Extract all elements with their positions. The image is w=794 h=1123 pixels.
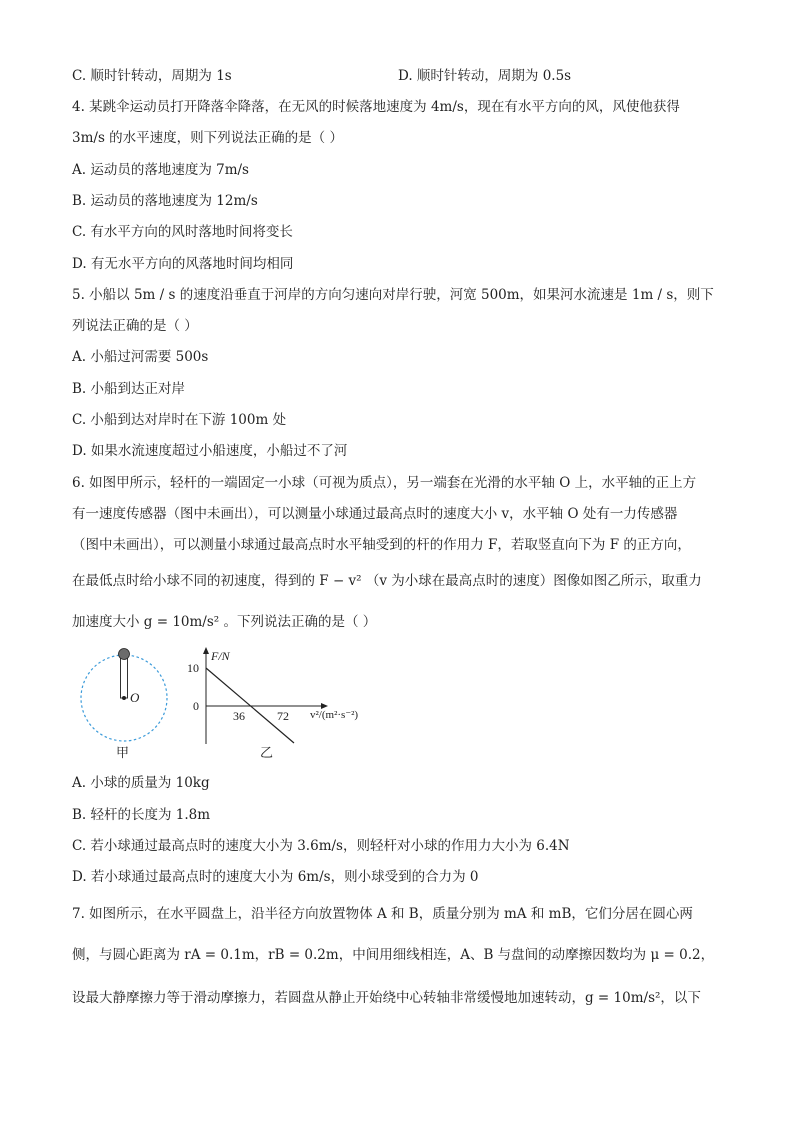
q3-option-c: C. 顺时针转动，周期为 1s xyxy=(72,68,232,84)
q7-stem-line-3: 设最大静摩擦力等于滑动摩擦力，若圆盘从静止开始绕中心转轴非常缓慢地加速转动，g = 10m/s²，以下 xyxy=(72,990,701,1006)
q5-option-c: C. 小船到达对岸时在下游 100m 处 xyxy=(72,412,287,428)
q4-option-b: B. 运动员的落地速度为 12m/s xyxy=(72,193,258,209)
y-axis-arrow xyxy=(203,647,209,654)
q5-option-d: D. 如果水流速度超过小船速度，小船过不了河 xyxy=(72,443,348,459)
q4-stem-line-2: 3m/s 的水平速度，则下列说法正确的是（ ） xyxy=(72,130,343,146)
q6-stem-line-5: 加速度大小 g = 10m/s² 。下列说法正确的是（ ） xyxy=(72,614,377,630)
q7-stem-line-2: 侧，与圆心距离为 rA = 0.1m，rB = 0.2m，中间用细线相连，A、B 与盘间的动摩擦因数均为 μ = 0.2， xyxy=(72,947,715,963)
q4-stem-line-1: 4. 某跳伞运动员打开降落伞降落，在无风的时候落地速度为 4m/s，现在有水平方向的风，风使他获得 xyxy=(72,99,680,115)
q6-option-b: B. 轻杆的长度为 1.8m xyxy=(72,807,211,823)
q5-stem-line-2: 列说法正确的是（ ） xyxy=(72,318,198,334)
tick-36: 36 xyxy=(233,709,245,723)
q3-option-d: D. 顺时针转动，周期为 0.5s xyxy=(398,68,572,84)
label-jia: 甲 xyxy=(116,745,130,760)
q6-option-a: A. 小球的质量为 10kg xyxy=(72,775,210,791)
q6-figure xyxy=(72,640,392,765)
q4-option-c: C. 有水平方向的风时落地时间将变长 xyxy=(72,224,293,240)
y-axis-label: F/N xyxy=(211,649,230,663)
q6-stem-line-3: （图中未画出），可以测量小球通过最高点时水平轴受到的杆的作用力 F，若取竖直向下为 F 的正方向， xyxy=(72,537,691,553)
small-ball xyxy=(119,649,130,660)
light-rod xyxy=(121,658,128,698)
label-yi: 乙 xyxy=(260,745,274,760)
q6-stem-line-2: 有一速度传感器（图中未画出），可以测量小球通过最高点时的速度大小 v，水平轴 O 处有一力传感器 xyxy=(72,506,678,522)
q7-stem-line-1: 7. 如图所示，在水平圆盘上，沿半径方向放置物体 A 和 B，质量分别为 mA 和 mB，它们分居在圆心两 xyxy=(72,906,693,922)
q5-option-a: A. 小船过河需要 500s xyxy=(72,349,209,365)
q4-option-a: A. 运动员的落地速度为 7m/s xyxy=(72,162,249,178)
q5-stem-line-1: 5. 小船以 5m / s 的速度沿垂直于河岸的方向匀速向对岸行驶，河宽 500m，如果河水流速是 1m / s，则下 xyxy=(72,287,714,303)
q6-option-c: C. 若小球通过最高点时的速度大小为 3.6m/s，则轻杆对小球的作用力大小为 6.4N xyxy=(72,838,570,854)
tick-10: 10 xyxy=(187,661,199,675)
axis-o-point xyxy=(122,696,126,700)
q4-option-d: D. 有无水平方向的风落地时间均相同 xyxy=(72,256,294,272)
q6-stem-line-1: 6. 如图甲所示，轻杆的一端固定一小球（可视为质点），另一端套在光滑的水平轴 O 上，水平轴的正上方 xyxy=(72,475,697,491)
label-o: O xyxy=(130,690,140,705)
x-axis-label: v²/(m²·s⁻²) xyxy=(310,709,359,721)
q5-option-b: B. 小船到达正对岸 xyxy=(72,381,186,397)
q6-option-d: D. 若小球通过最高点时的速度大小为 6m/s，则小球受到的合力为 0 xyxy=(72,869,479,885)
q6-stem-line-4: 在最低点时给小球不同的初速度，得到的 F − v² （v 为小球在最高点时的速度）图像如图乙所示，取重力 xyxy=(72,573,702,589)
tick-72: 72 xyxy=(277,709,289,723)
tick-0: 0 xyxy=(193,699,199,713)
